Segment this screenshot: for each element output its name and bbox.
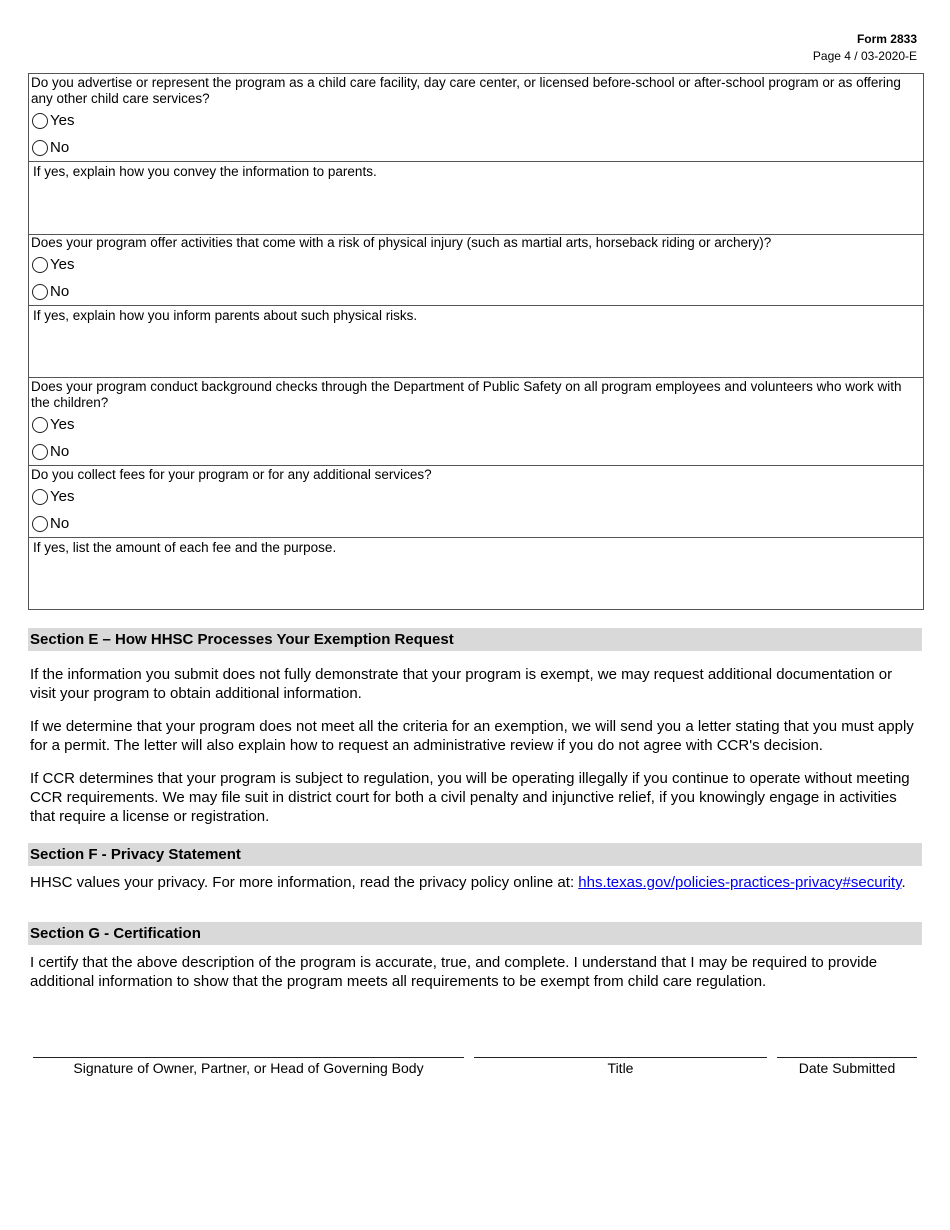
section-f-heading: Section F - Privacy Statement <box>28 843 922 866</box>
question-text: Does your program offer activities that come with a risk of physical injury (such as martial arts, horseback riding or archery)? <box>31 235 772 250</box>
radio-option-no[interactable]: No <box>29 510 923 537</box>
question-text: Do you collect fees for your program or for any additional services? <box>31 467 432 482</box>
radio-circle-icon[interactable] <box>32 113 48 129</box>
explain-field-fees[interactable] <box>29 538 923 610</box>
section-e-paragraph-1: If the information you submit does not fully demonstrate that your program is exempt, we may request additional documentation or visit your program to obtain additional information. <box>30 666 893 702</box>
radio-option-no[interactable]: No <box>29 278 923 305</box>
title-label: Title <box>607 1060 634 1076</box>
explain-label: If yes, explain how you inform parents about such physical risks. <box>33 308 418 323</box>
radio-option-yes[interactable]: Yes <box>29 251 923 278</box>
question-physical-risk <box>29 235 923 306</box>
radio-option-yes[interactable]: Yes <box>29 483 923 510</box>
radio-circle-icon[interactable] <box>32 444 48 460</box>
explain-label: If yes, explain how you convey the information to parents. <box>33 164 377 179</box>
signature-line[interactable] <box>33 1057 464 1058</box>
section-e-paragraph-3: If CCR determines that your program is subject to regulation, you will be operating illegally if you continue to operate without meeting CCR requirements. We may file suit in district court for both a civil penalty and injunctive relief, if you knowingly engage in activities that require a license or registration. <box>30 770 910 825</box>
radio-option-no[interactable]: No <box>29 134 923 161</box>
radio-option-yes[interactable]: Yes <box>29 411 923 438</box>
radio-circle-icon[interactable] <box>32 140 48 156</box>
explain-label: If yes, list the amount of each fee and the purpose. <box>33 540 337 555</box>
question-background-checks <box>29 378 923 466</box>
signature-label: Signature of Owner, Partner, or Head of Governing Body <box>73 1060 424 1076</box>
question-text: Does your program conduct background checks through the Department of Public Safety on all program employees and volunteers who work with the children? <box>31 379 902 410</box>
radio-circle-icon[interactable] <box>32 257 48 273</box>
form-number: Form 2833 <box>856 32 917 46</box>
radio-circle-icon[interactable] <box>32 489 48 505</box>
question-text: Do you advertise or represent the program as a child care facility, day care center, or licensed before-school or after-school program or as offering any other child care services? <box>31 75 901 106</box>
radio-circle-icon[interactable] <box>32 284 48 300</box>
date-submitted-label: Date Submitted <box>798 1060 896 1076</box>
radio-option-yes[interactable]: Yes <box>29 107 923 134</box>
question-advertise <box>29 74 923 162</box>
questions-table <box>28 73 924 610</box>
explain-field-convey[interactable] <box>29 162 923 235</box>
radio-circle-icon[interactable] <box>32 516 48 532</box>
privacy-statement: HHSC values your privacy. For more information, read the privacy policy online at: hhs.texas.gov/policies-practices-privacy#security. <box>30 874 906 891</box>
section-e-heading: Section E – How HHSC Processes Your Exemption Request <box>28 628 922 651</box>
title-line[interactable] <box>474 1057 767 1058</box>
privacy-policy-link[interactable]: hhs.texas.gov/policies-practices-privacy#security <box>578 874 902 891</box>
section-g-heading: Section G - Certification <box>28 922 922 945</box>
certification-text: I certify that the above description of the program is accurate, true, and complete. I understand that I may be required to provide additional information to show that the program meets all requirements to be exempt from child care regulation. <box>30 954 878 990</box>
explain-field-risks[interactable] <box>29 306 923 378</box>
radio-option-no[interactable]: No <box>29 438 923 465</box>
date-line[interactable] <box>777 1057 917 1058</box>
radio-circle-icon[interactable] <box>32 417 48 433</box>
question-fees <box>29 466 923 538</box>
form-header <box>813 31 917 65</box>
section-e-paragraph-2: If we determine that your program does not meet all the criteria for an exemption, we will send you a letter stating that you must apply for a permit. The letter will also explain how to request an administrative review if you do not agree with CCR's decision. <box>30 718 914 754</box>
page-info: Page 4 / 03-2020-E <box>812 49 917 63</box>
